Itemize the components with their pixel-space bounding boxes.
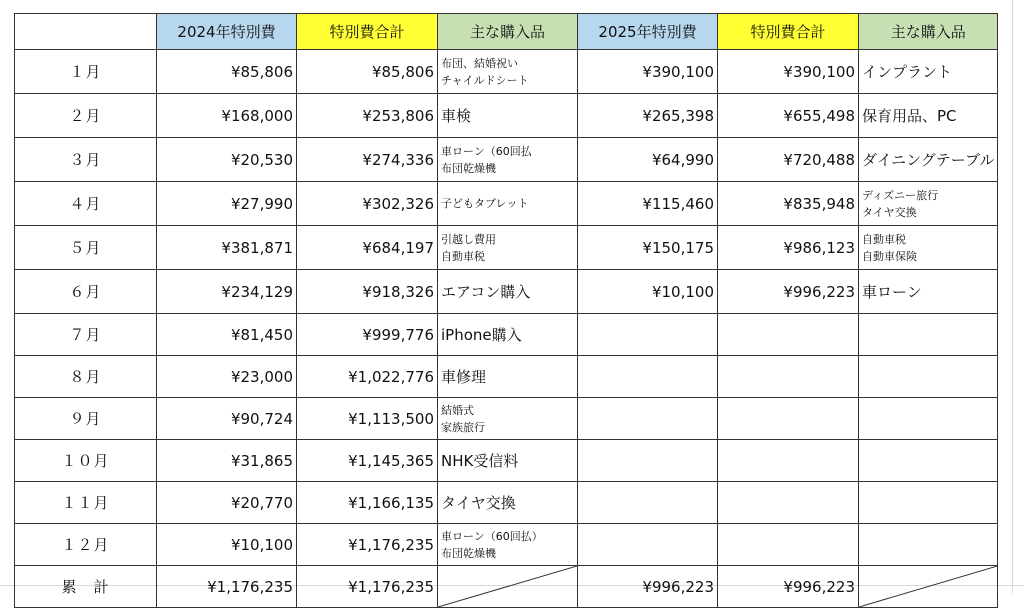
total-2025-cell[interactable]: ¥835,948 [718, 182, 859, 226]
items-2024-cell[interactable] [438, 398, 578, 440]
special-2025-cell[interactable] [578, 398, 718, 440]
month-cell[interactable]: ３月 [15, 138, 157, 182]
total-2024-cell[interactable]: ¥1,166,135 [297, 482, 438, 524]
month-cell[interactable]: １０月 [15, 440, 157, 482]
items-2025-cell[interactable] [859, 440, 998, 482]
table-row [15, 50, 998, 94]
header-2025-total[interactable]: 特別費合計 [718, 14, 859, 50]
total-2025-cell[interactable]: ¥986,123 [718, 226, 859, 270]
header-2024-items[interactable]: 主な購入品 [438, 14, 578, 50]
special-2025-cell[interactable]: ¥115,460 [578, 182, 718, 226]
item-line: iPhone購入 [441, 326, 522, 344]
item-line: 引越し費用 [441, 232, 496, 246]
item-line: ダイニングテーブル [862, 151, 995, 169]
special-2024-cell[interactable]: ¥81,450 [157, 314, 297, 356]
items-2025-cell[interactable] [859, 50, 998, 94]
total-2024-cell[interactable]: ¥1,022,776 [297, 356, 438, 398]
items-2024-cell[interactable] [438, 226, 578, 270]
total-2025-cell[interactable] [718, 356, 859, 398]
items-2024-cell[interactable] [438, 482, 578, 524]
special-2024-cell[interactable]: ¥27,990 [157, 182, 297, 226]
table-row [15, 398, 998, 440]
item-line: 布団乾燥機 [441, 546, 496, 560]
month-cell[interactable]: ８月 [15, 356, 157, 398]
item-line: 車ローン [862, 283, 922, 301]
item-line: 子どもタブレット [441, 197, 529, 210]
special-2024-cell[interactable]: ¥10,100 [157, 524, 297, 566]
item-line: 車ローン（60回払） [441, 529, 543, 543]
table-row [15, 226, 998, 270]
item-line: ディズニー旅行 [862, 188, 939, 202]
item-line: タイヤ交換 [862, 205, 917, 219]
diagonal-slash [438, 566, 577, 607]
diagonal-slash [859, 566, 997, 607]
total-2025-special-cell[interactable]: ¥996,223 [578, 566, 718, 608]
special-2024-cell[interactable]: ¥20,530 [157, 138, 297, 182]
item-line: 布団乾燥機 [441, 161, 496, 175]
special-2024-cell[interactable]: ¥381,871 [157, 226, 297, 270]
total-2024-cell[interactable]: ¥1,145,365 [297, 440, 438, 482]
special-2024-cell[interactable]: ¥85,806 [157, 50, 297, 94]
item-line: 車修理 [441, 368, 487, 386]
items-2024-cell[interactable] [438, 94, 578, 138]
table-row [15, 440, 998, 482]
total-2024-cell[interactable]: ¥253,806 [297, 94, 438, 138]
item-line: 自動車税 [441, 249, 485, 263]
table-row [15, 94, 998, 138]
header-row [15, 14, 998, 50]
header-2024-total[interactable]: 特別費合計 [297, 14, 438, 50]
header-2024-special[interactable]: 2024年特別費 [157, 14, 297, 50]
item-line: タイヤ交換 [441, 494, 516, 512]
header-2025-special[interactable]: 2025年特別費 [578, 14, 718, 50]
special-2025-cell[interactable]: ¥265,398 [578, 94, 718, 138]
items-2025-cell[interactable] [859, 398, 998, 440]
item-line: 車検 [441, 107, 472, 125]
month-cell[interactable]: ９月 [15, 398, 157, 440]
special-2024-cell[interactable]: ¥234,129 [157, 270, 297, 314]
items-2024-cell[interactable] [438, 440, 578, 482]
total-2025-items-cell[interactable] [859, 566, 998, 608]
total-2025-cell[interactable]: ¥390,100 [718, 50, 859, 94]
total-2024-items-cell[interactable] [438, 566, 578, 608]
special-2024-cell[interactable]: ¥20,770 [157, 482, 297, 524]
month-cell[interactable]: ２月 [15, 94, 157, 138]
items-2025-cell[interactable] [859, 226, 998, 270]
month-cell[interactable]: ７月 [15, 314, 157, 356]
month-cell[interactable]: １２月 [15, 524, 157, 566]
table-row [15, 524, 998, 566]
month-cell[interactable]: １月 [15, 50, 157, 94]
special-2024-cell[interactable]: ¥90,724 [157, 398, 297, 440]
item-line: エアコン購入 [441, 283, 531, 301]
total-2024-cell[interactable]: ¥274,336 [297, 138, 438, 182]
item-line: 布団、結婚祝い [441, 56, 518, 70]
items-2025-cell[interactable] [859, 356, 998, 398]
item-line: インプラント [862, 63, 953, 81]
item-line: 保育用品、PC [862, 107, 957, 125]
table-row [15, 270, 998, 314]
special-2025-cell[interactable]: ¥390,100 [578, 50, 718, 94]
special-2025-cell[interactable] [578, 440, 718, 482]
items-2024-cell[interactable] [438, 182, 578, 226]
total-2025-cell[interactable]: ¥655,498 [718, 94, 859, 138]
total-2025-cell[interactable] [718, 314, 859, 356]
table-row [15, 182, 998, 226]
month-cell[interactable]: １１月 [15, 482, 157, 524]
header-blank-cell[interactable] [15, 14, 157, 50]
items-2025-cell[interactable] [859, 138, 998, 182]
special-2024-cell[interactable]: ¥31,865 [157, 440, 297, 482]
total-2025-cell[interactable] [718, 440, 859, 482]
items-2024-cell[interactable] [438, 356, 578, 398]
total-2024-sum-cell[interactable]: ¥1,176,235 [297, 566, 438, 608]
item-line: チャイルドシート [441, 73, 529, 87]
table-row [15, 482, 998, 524]
item-line: 結婚式 [441, 403, 474, 417]
item-line: 車ローン（60回払 [441, 144, 532, 158]
items-2025-cell[interactable] [859, 182, 998, 226]
special-2025-cell[interactable]: ¥150,175 [578, 226, 718, 270]
items-2024-cell[interactable] [438, 50, 578, 94]
total-2025-cell[interactable]: ¥720,488 [718, 138, 859, 182]
items-2024-cell[interactable] [438, 524, 578, 566]
items-2025-cell[interactable] [859, 314, 998, 356]
table-row [15, 314, 998, 356]
total-2024-cell[interactable]: ¥918,326 [297, 270, 438, 314]
items-2025-cell[interactable] [859, 524, 998, 566]
special-2025-cell[interactable]: ¥10,100 [578, 270, 718, 314]
total-2024-special-cell[interactable]: ¥1,176,235 [157, 566, 297, 608]
sheet-gridline [1012, 0, 1013, 593]
table-row [15, 138, 998, 182]
special-2025-cell[interactable] [578, 482, 718, 524]
table-row [15, 356, 998, 398]
total-row [15, 566, 998, 608]
total-2024-cell[interactable]: ¥85,806 [297, 50, 438, 94]
total-2025-sum-cell[interactable]: ¥996,223 [718, 566, 859, 608]
items-2024-cell[interactable] [438, 314, 578, 356]
month-cell[interactable]: ５月 [15, 226, 157, 270]
special-2024-cell[interactable]: ¥168,000 [157, 94, 297, 138]
item-line: 家族旅行 [441, 420, 485, 434]
total-2024-cell[interactable]: ¥999,776 [297, 314, 438, 356]
total-2025-cell[interactable] [718, 398, 859, 440]
header-2025-items[interactable]: 主な購入品 [859, 14, 998, 50]
special-2025-cell[interactable]: ¥64,990 [578, 138, 718, 182]
special-2024-cell[interactable]: ¥23,000 [157, 356, 297, 398]
month-cell[interactable]: ４月 [15, 182, 157, 226]
special-2025-cell[interactable] [578, 356, 718, 398]
items-2024-cell[interactable] [438, 138, 578, 182]
total-label-cell[interactable]: 累 計 [15, 566, 157, 608]
special-2025-cell[interactable] [578, 314, 718, 356]
total-2024-cell[interactable]: ¥1,113,500 [297, 398, 438, 440]
total-2024-cell[interactable]: ¥302,326 [297, 182, 438, 226]
total-2025-cell[interactable] [718, 482, 859, 524]
item-line: NHK受信料 [441, 452, 519, 470]
items-2025-cell[interactable] [859, 482, 998, 524]
items-2025-cell[interactable] [859, 270, 998, 314]
month-cell[interactable]: ６月 [15, 270, 157, 314]
special-expense-table [14, 13, 998, 608]
special-2025-cell[interactable] [578, 524, 718, 566]
item-line: 自動車税 [862, 232, 906, 246]
items-2025-cell[interactable] [859, 94, 998, 138]
total-2024-cell[interactable]: ¥684,197 [297, 226, 438, 270]
total-2025-cell[interactable]: ¥996,223 [718, 270, 859, 314]
total-2025-cell[interactable] [718, 524, 859, 566]
items-2024-cell[interactable] [438, 270, 578, 314]
item-line: 自動車保険 [862, 249, 917, 263]
total-2024-cell[interactable]: ¥1,176,235 [297, 524, 438, 566]
